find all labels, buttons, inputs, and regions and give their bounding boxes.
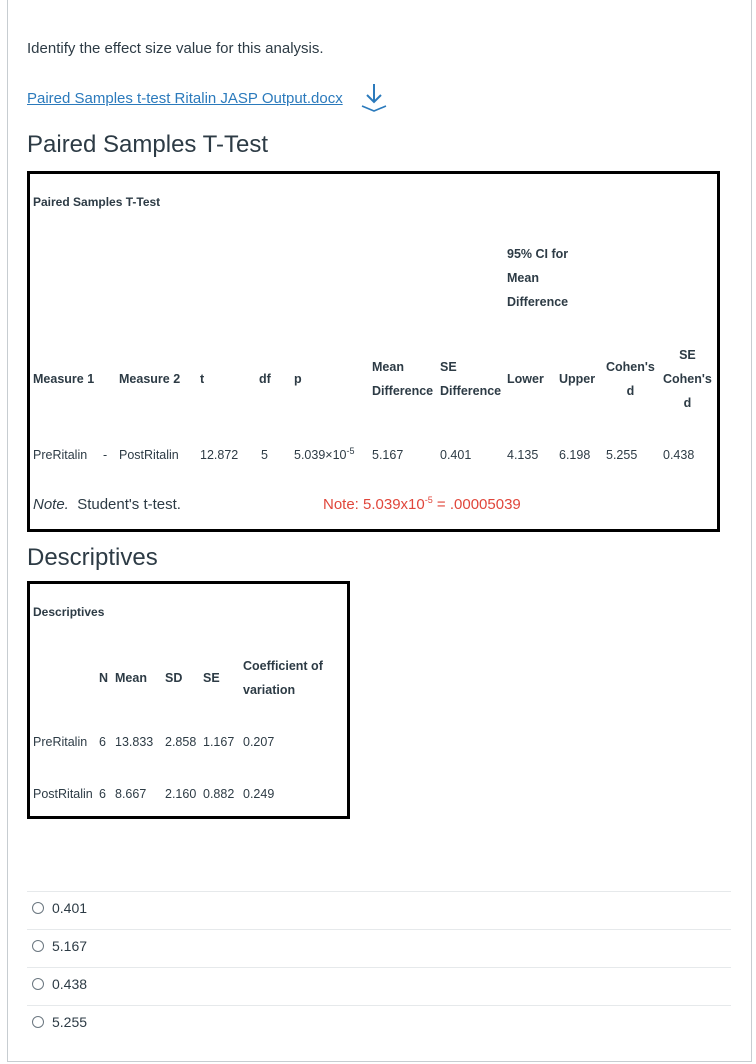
header-se-cohens-d: SE Cohen's d [663, 348, 712, 410]
header-df: df [259, 372, 271, 386]
row-cohens-d: 5.255 [606, 448, 638, 462]
desc-row-se: 0.882 [203, 787, 235, 801]
desc-row-n: 6 [99, 787, 106, 801]
header-p: p [294, 372, 302, 386]
row-p: $5.039\times 10^{-5}$ [294, 445, 355, 462]
header-cohens-d: Cohen's d [606, 360, 655, 398]
table-note: Note. Student's t-test. [33, 496, 181, 513]
desc-row-mean: 8.667 [115, 787, 147, 801]
question-text: Identify the effect size value for this analysis. [27, 40, 324, 57]
desc-row-n: 6 [99, 735, 106, 749]
ttest-table [27, 171, 720, 532]
answer-label: 0.438 [52, 976, 88, 992]
desc-row-name: PostRitalin [33, 787, 93, 801]
row-measure2: PostRitalin [119, 448, 179, 462]
desc-row-cv: 0.249 [243, 787, 275, 801]
answer-label: 5.255 [52, 1014, 88, 1030]
header-se-difference: SE Difference [440, 360, 502, 398]
answer-divider [27, 929, 731, 930]
desc-row-cv: 0.207 [243, 735, 275, 749]
row-upper: 6.198 [559, 448, 591, 462]
header-upper: Upper [559, 372, 596, 386]
header-se: SE [203, 671, 220, 685]
radio-button[interactable] [32, 978, 44, 990]
ttest-caption: Paired Samples T-Test [33, 195, 161, 209]
row-lower: 4.135 [507, 448, 539, 462]
row-t: 12.872 [200, 448, 239, 462]
header-t: t [200, 372, 205, 386]
radio-button[interactable] [32, 1016, 44, 1028]
answer-label: 0.401 [52, 900, 88, 916]
ttest-heading: Paired Samples T-Test [27, 131, 268, 158]
ci-header: 95% CI for Mean Difference [507, 247, 569, 309]
answer-option-3[interactable] [32, 976, 87, 992]
download-icon[interactable] [360, 82, 388, 114]
answer-option-1[interactable] [32, 900, 87, 916]
answer-divider [27, 1005, 731, 1006]
header-cv: Coefficient of variation [243, 659, 323, 697]
row-mean-difference: 5.167 [372, 448, 404, 462]
header-n: N [99, 671, 109, 685]
answer-divider [27, 967, 731, 968]
desc-row-mean: 13.833 [115, 735, 154, 749]
desc-row-sd: 2.858 [165, 735, 197, 749]
radio-button[interactable] [32, 902, 44, 914]
row-df: 5 [261, 448, 268, 462]
answer-option-4[interactable] [32, 1014, 87, 1030]
header-lower: Lower [507, 372, 544, 386]
row-measure1: PreRitalin [33, 448, 88, 462]
header-sd: SD [165, 671, 183, 685]
header-measure1: Measure 1 [33, 372, 95, 386]
answer-option-2[interactable] [32, 938, 87, 954]
answer-divider [27, 891, 731, 892]
header-mean: Mean [115, 671, 147, 685]
row-se-difference: 0.401 [440, 448, 472, 462]
row-separator: - [103, 448, 108, 462]
desc-row-sd: 2.160 [165, 787, 197, 801]
row-se-cohens-d: 0.438 [663, 448, 695, 462]
descriptives-table [27, 581, 350, 819]
file-download-link[interactable]: Paired Samples t-test Ritalin JASP Output.docx [27, 90, 343, 107]
header-mean-difference: Mean Difference [372, 360, 434, 398]
red-note: Note: $5.039x10^{-5} = .00005039$ [323, 495, 521, 513]
header-measure2: Measure 2 [119, 372, 181, 386]
desc-row-se: 1.167 [203, 735, 235, 749]
answer-label: 5.167 [52, 938, 88, 954]
desc-row-name: PreRitalin [33, 735, 88, 749]
descriptives-heading: Descriptives [27, 544, 158, 571]
radio-button[interactable] [32, 940, 44, 952]
descriptives-caption: Descriptives [33, 605, 105, 619]
